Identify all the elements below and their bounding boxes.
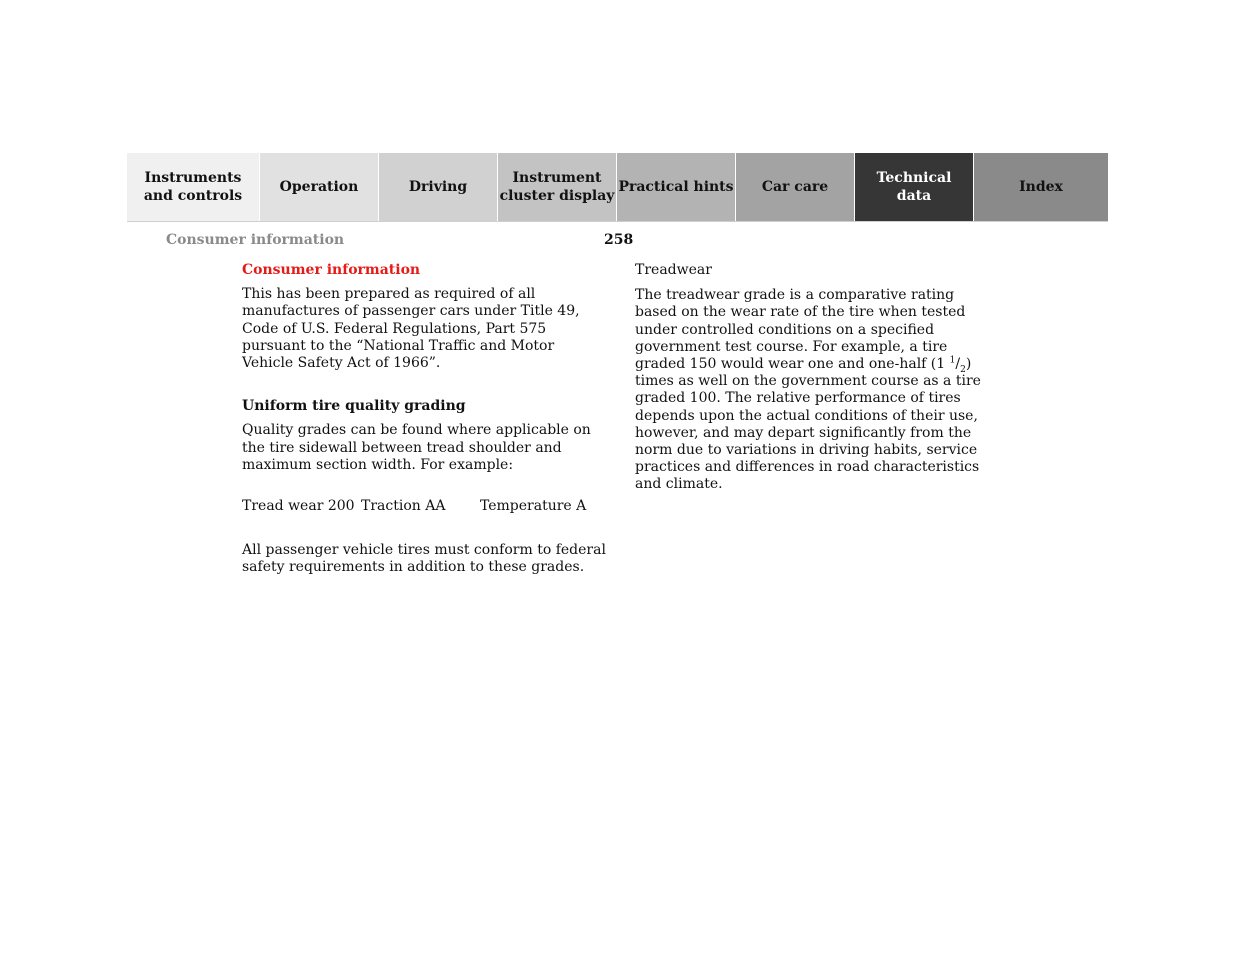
tab-car-care[interactable]: Car care <box>735 153 854 221</box>
right-column <box>635 262 1000 494</box>
grade-example <box>242 498 607 515</box>
left-column <box>242 262 607 577</box>
tab-instruments-and-controls[interactable]: Instruments and controls <box>127 153 259 221</box>
closing-paragraph: All passenger vehicle tires must conform to federal safety requirements in addition to these grades. <box>242 542 606 576</box>
grading-paragraph: Quality grades can be found where applicable on the tire sidewall between tread shoulder and maximum section width. For example: <box>242 422 591 473</box>
grade-treadwear: Tread wear 200 <box>242 498 355 515</box>
section-title: Consumer information <box>242 262 421 278</box>
page-number: 258 <box>604 232 634 248</box>
tab-practical-hints[interactable]: Practical hints <box>616 153 735 221</box>
fraction-slash: / <box>955 356 961 373</box>
tab-instrument-cluster-display[interactable]: Instrument cluster display <box>497 153 616 221</box>
tab-operation[interactable]: Operation <box>259 153 378 221</box>
subsection-title: Uniform tire quality grading <box>242 398 466 415</box>
tab-index[interactable]: Index <box>973 153 1108 221</box>
grade-traction: Traction AA <box>361 498 446 515</box>
breadcrumb: Consumer information <box>166 232 345 248</box>
treadwear-text-2: ) times as well on the government course as a tire graded 100. The relative performance of tires depends upon the actual conditions of their use, however, and may depart significantly from the norm due to variations in driving habits, service practices and differences in road characteristics and climate. <box>635 356 981 493</box>
tab-technical-data[interactable]: Technical data <box>854 153 973 221</box>
treadwear-paragraph <box>635 287 1000 493</box>
header-divider <box>127 221 1108 222</box>
chapter-nav <box>127 153 1108 221</box>
fraction-numerator: 1 <box>949 355 956 366</box>
fraction-denominator: 2 <box>960 364 966 375</box>
grade-temperature: Temperature A <box>480 498 587 515</box>
intro-paragraph: This has been prepared as required of all manufactures of passenger cars under Title 49, Code of U.S. Federal Regulations, Part 575 pursuant to the “National Traffic and Motor Vehicle Safety Act of 1966”. <box>242 286 580 372</box>
treadwear-text-1: The treadwear grade is a comparative rating based on the wear rate of the tire when tested under controlled conditions on a specified government test course. For example, a tire graded 150 would wear one and one-half (1 <box>635 287 966 373</box>
treadwear-title: Treadwear <box>635 262 712 278</box>
tab-driving[interactable]: Driving <box>378 153 497 221</box>
